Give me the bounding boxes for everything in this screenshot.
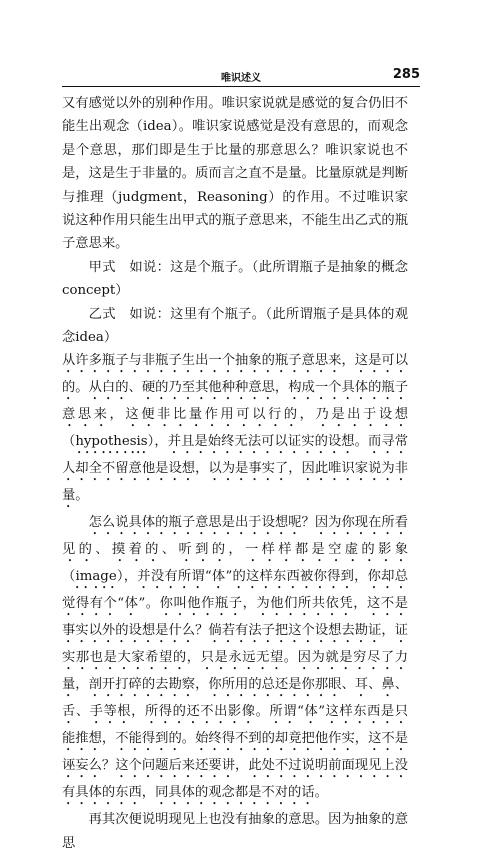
paragraph: 又有感觉以外的别种作用。唯识家说就是感觉的复合仍旧不能生出观念（idea）。唯识家说感觉是没有意思的，而观念是个意思，那们即是生于比量的那意思么？唯识家说也不是，这是生于非量的。质而言之直不是量。比量原就是判断与推理（judgment，Reasoning）的作用。不过唯识家说这种作用只能生出甲式的瓶子意思来，不能生出乙式的瓶子意思来。 xyxy=(62,96,408,252)
paragraph-example-a: 甲式 如说：这是个瓶子。（此所谓瓶子是抽象的概念concept） xyxy=(62,259,408,299)
paragraph: 再其次便说明现见上也没有抽象的意思。因为抽象的意思 xyxy=(62,812,408,851)
body-text xyxy=(62,92,408,855)
paragraph-emphasized: 怎么说具体的瓶子意思是出于设想呢？因为你现在所看见的、摸着的、听到的，一样样都是空虚的影象（image），并没有所谓“体”的这样东西被你得到，你却总觉得有个“体”。你叫他作瓶子，为他们所共依凭，这不是事实以外的设想是什么？倘若有法子把这个设想去勘证，证实那也是大家希望的，只是永远无望。因为就是穷尽了力量，剖开打碎的去勘察，你所用的总还是你那眼、耳、鼻、舌、手等根，所得的还不出影像。所谓“体”这样东西是只能推想，不能得到的。始终得不到的却竟把他作实，这不是诬妄么？这个问题后来还要讲，此处不过说明前面现见上没有具体的东西，同具体的观念都是不对的话。 xyxy=(62,515,408,801)
paragraph-example-b: 乙式 如说：这里有个瓶子。（此所谓瓶子是具体的观念idea） xyxy=(62,306,408,346)
chapter-title: 唯识述义 xyxy=(221,73,261,84)
paragraph-emphasized: 从许多瓶子与非瓶子生出一个抽象的瓶子意思来，这是可以的。从白的、硬的乃至其他种种意思，构成一个具体的瓶子意思来，这便非比量作用可以行的，乃是出于设想（hypothesis），并且是始终无法可以证实的设想。而寻常人却全不留意他是设想，以为是事实了，因此唯识家说为非量。 xyxy=(62,353,408,504)
running-header xyxy=(62,66,420,87)
page-number: 285 xyxy=(392,67,420,82)
